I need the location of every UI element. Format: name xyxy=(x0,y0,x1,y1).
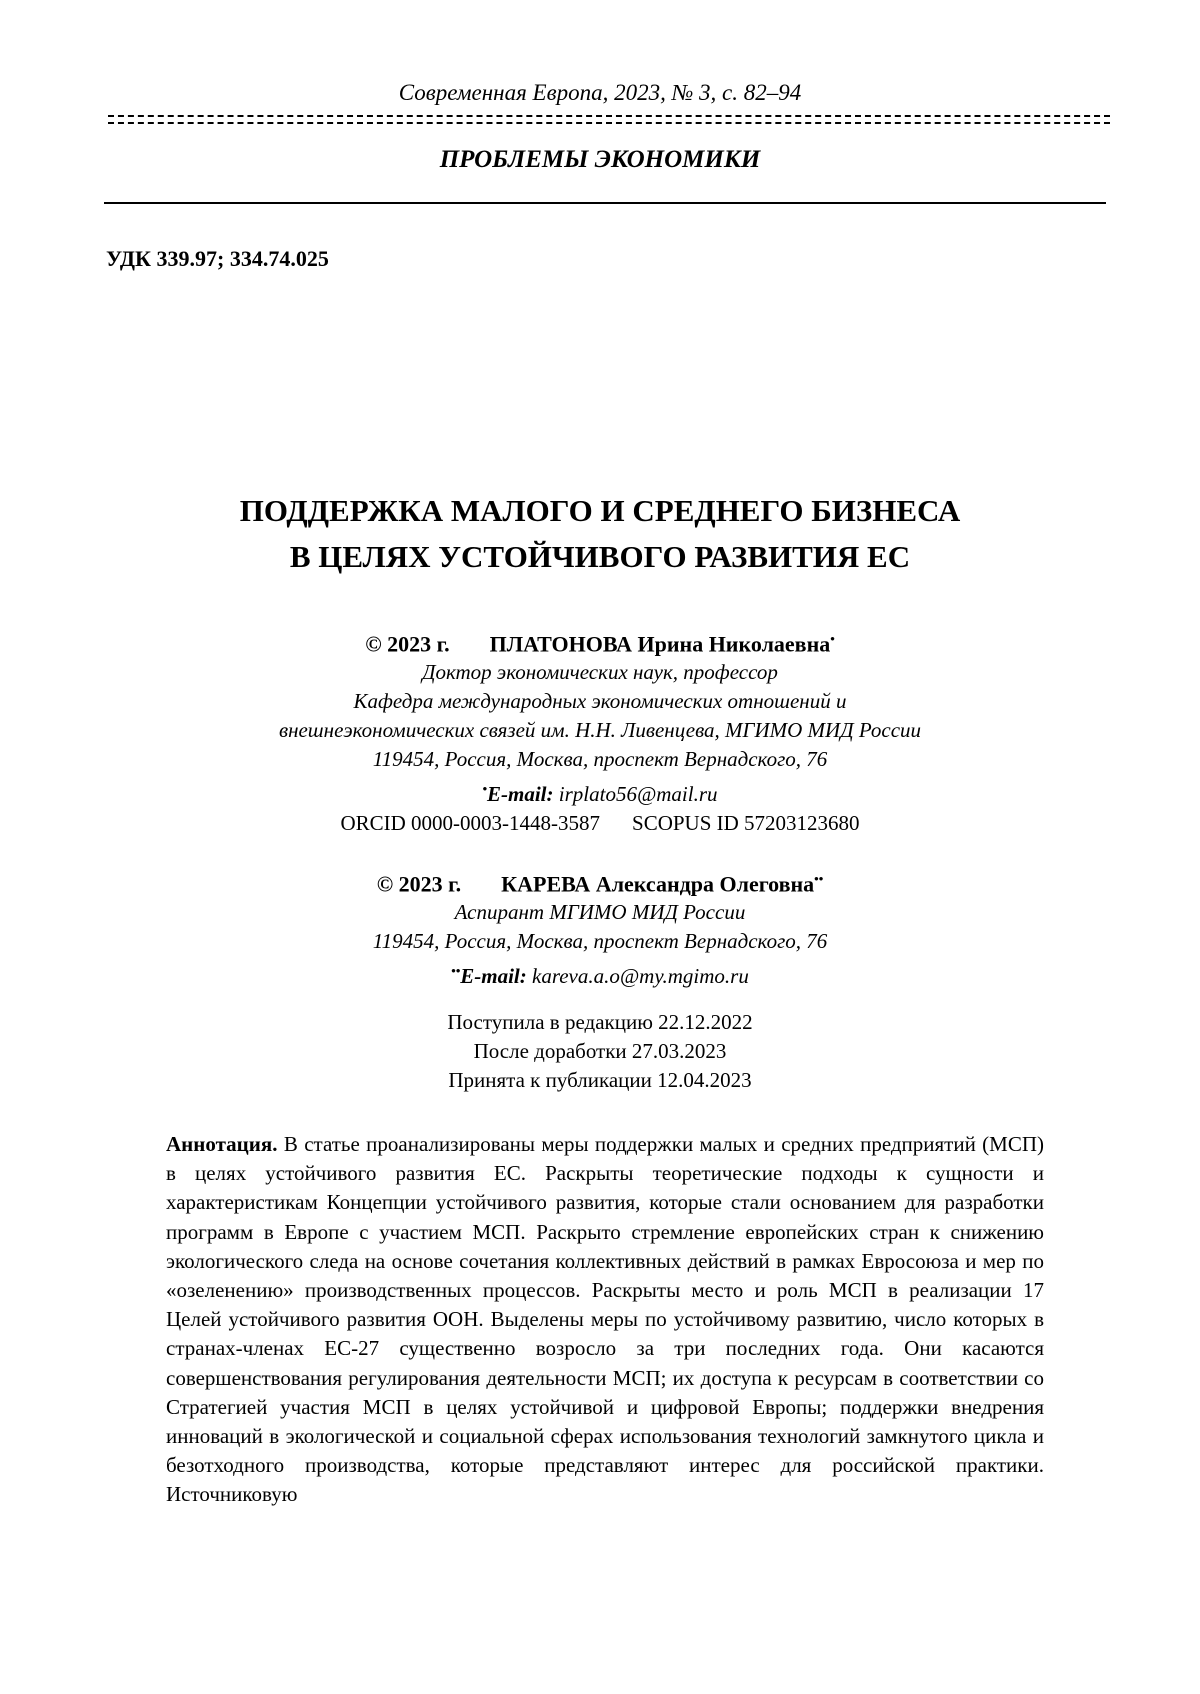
author-2-mark: •• xyxy=(814,871,824,886)
date-received: Поступила в редакцию 22.12.2022 xyxy=(447,1010,753,1034)
author-1-degree: Доктор экономических наук, профессор xyxy=(422,660,778,685)
author-1-name: ПЛАТОНОВА Ирина Николаевна xyxy=(489,631,831,657)
author-1 xyxy=(0,624,1200,838)
author-1-dept-line-2: внешнеэкономических связей им. Н.Н. Ливенцева, МГИМО МИД России xyxy=(278,718,922,743)
author-1-orcid: ORCID 0000-0003-1448-3587 xyxy=(340,811,601,836)
article-title xyxy=(0,488,1200,580)
author-1-email[interactable]: irplato56@mail.ru xyxy=(558,782,718,807)
author-1-ids xyxy=(0,809,1200,838)
author-2-copyright: © 2023 г. xyxy=(376,871,462,897)
title-line-2: В ЦЕЛЯХ УСТОЙЧИВОГО РАЗВИТИЯ ЕС xyxy=(289,539,911,574)
author-1-heading xyxy=(0,624,1200,658)
author-1-scopus: SCOPUS ID 57203123680 xyxy=(632,811,860,836)
abstract xyxy=(166,1130,1044,1510)
author-2-address: 119454, Россия, Москва, проспект Вернадского, 76 xyxy=(372,929,828,954)
dates-block xyxy=(0,1008,1200,1095)
author-2-degree: Аспирант МГИМО МИД России xyxy=(454,900,746,925)
double-rule xyxy=(108,115,1110,124)
author-1-email-mark: • xyxy=(482,781,488,797)
author-1-mark: • xyxy=(830,631,835,646)
author-1-copyright: © 2023 г. xyxy=(365,631,450,657)
author-1-email-label: E-mail: xyxy=(487,782,554,807)
author-2-heading xyxy=(0,864,1200,898)
section-heading: ПРОБЛЕМЫ ЭКОНОМИКИ xyxy=(439,146,761,173)
author-1-email-line xyxy=(0,774,1200,809)
date-accepted: Принята к публикации 12.04.2023 xyxy=(448,1068,752,1092)
author-1-address: 119454, Россия, Москва, проспект Вернадского, 76 xyxy=(372,747,828,772)
rule xyxy=(104,202,1106,204)
author-2-email[interactable]: kareva.a.o@my.mgimo.ru xyxy=(532,964,749,989)
author-2-email-mark: •• xyxy=(451,963,461,979)
abstract-label: Аннотация. xyxy=(166,1132,278,1156)
running-head: Современная Европа, 2023, № 3, с. 82–94 xyxy=(398,80,802,105)
author-1-dept-line-1: Кафедра международных экономических отношений и xyxy=(353,689,847,714)
author-2 xyxy=(0,864,1200,991)
udk-code: УДК 339.97; 334.74.025 xyxy=(106,246,329,271)
title-line-1: ПОДДЕРЖКА МАЛОГО И СРЕДНЕГО БИЗНЕСА xyxy=(239,493,961,528)
date-revised: После доработки 27.03.2023 xyxy=(473,1039,727,1063)
abstract-text: В статье проанализированы меры поддержки малых и средних предприятий (МСП) в целях устойчивого развития ЕС. Раскрыты теоретические подходы к сущности и характеристикам Концепции устойчивого развития, которые стали основанием для разработки программ в Европе с участием МСП. Раскрыто стремление европейских стран к снижению экологического следа на основе сочетания коллективных действий в рамках Евросоюза и мер по «озеленению» производственных процессов. Раскрыты место и роль МСП в реализации 17 Целей устойчивого развития ООН. Выделены меры по устойчивому развитию, число которых в странах-членах ЕС-27 существенно возросло за три последних года. Они касаются совершенствования регулирования деятельности МСП; их доступа к ресурсам в соответствии со Стратегией участия МСП в целях устойчивой и цифровой Европы; поддержки внедрения инноваций в экологической и социальной сферах использования технологий замкнутого цикла и безотходного производства, которые представляют интерес для российской практики. Источниковую xyxy=(166,1132,1045,1507)
author-2-name: КАРЕВА Александра Олеговна xyxy=(501,871,815,897)
author-2-email-label: E-mail: xyxy=(460,964,527,989)
author-2-email-line xyxy=(0,956,1200,991)
